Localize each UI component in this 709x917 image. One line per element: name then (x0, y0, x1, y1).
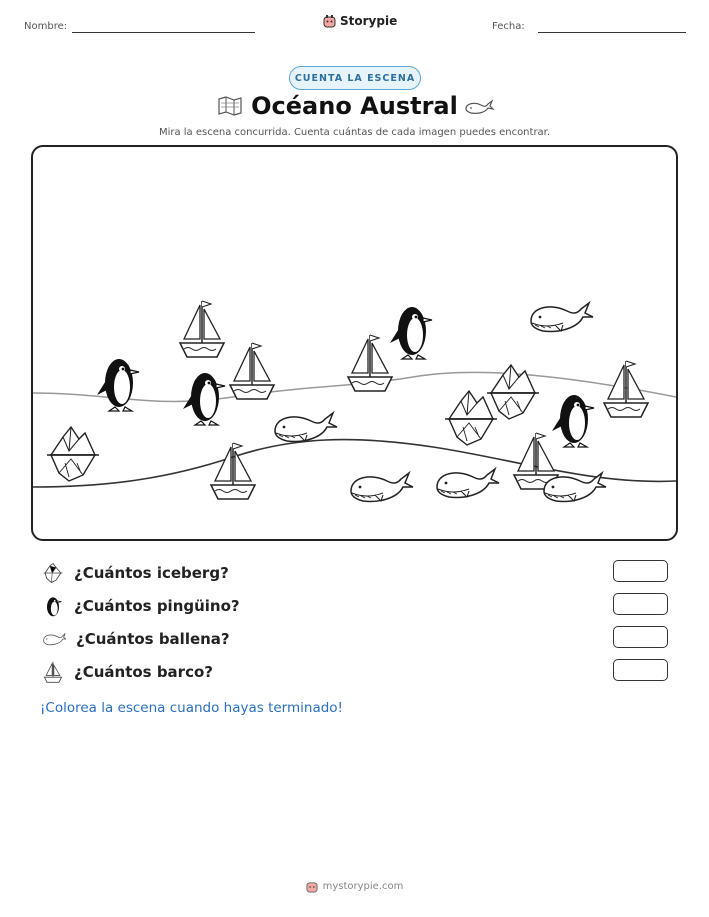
question-boat (42, 658, 213, 686)
whale-3 (351, 473, 413, 501)
date-field-line[interactable] (538, 32, 686, 33)
penguin-3 (390, 307, 432, 359)
question-text: ¿Cuántos barco? (74, 663, 213, 681)
boat-1 (180, 301, 224, 357)
question-text: ¿Cuántos iceberg? (74, 564, 229, 582)
storypie-footer-icon (306, 880, 318, 893)
question-whale (42, 625, 230, 653)
sailboat-icon (42, 660, 64, 684)
whale-4 (437, 469, 499, 497)
footer-url[interactable]: mystorypie.com (322, 881, 404, 892)
brand-logo (323, 14, 397, 28)
name-label: Nombre: (24, 21, 68, 32)
storypie-logo-icon (323, 14, 336, 28)
answer-box-penguin[interactable] (613, 593, 668, 615)
page-title: Océano Austral (251, 92, 458, 120)
section-badge: CUENTA LA ESCENA (289, 66, 421, 90)
whale-2 (531, 303, 593, 331)
answer-box-iceberg[interactable] (613, 560, 668, 582)
boat-2 (230, 343, 274, 399)
iceberg-icon (42, 562, 64, 584)
question-text: ¿Cuántos pingüino? (74, 597, 240, 615)
iceberg-1 (47, 427, 99, 481)
question-iceberg (42, 559, 229, 587)
penguin-4 (552, 395, 594, 447)
color-instruction: ¡Colorea la escena cuando hayas terminado! (40, 700, 343, 716)
question-penguin (42, 592, 240, 620)
boat-3 (348, 335, 392, 391)
question-text: ¿Cuántos ballena? (76, 630, 230, 648)
brand-name: Storypie (340, 14, 398, 28)
penguin-2 (183, 373, 225, 425)
scene-frame (31, 145, 678, 541)
iceberg-2 (445, 391, 497, 445)
scene-illustration (33, 147, 676, 539)
whale-icon (42, 630, 66, 648)
whale-title-icon (463, 97, 495, 117)
answer-box-boat[interactable] (613, 659, 668, 681)
boat-6 (604, 361, 648, 417)
boat-4 (211, 443, 255, 499)
date-label: Fecha: (492, 21, 525, 32)
whale-1 (275, 413, 337, 441)
penguin-1 (97, 359, 139, 411)
instructions-subtitle: Mira la escena concurrida. Cuenta cuántas de cada imagen puedes encontrar. (158, 127, 551, 138)
page-footer (0, 880, 709, 893)
name-field-line[interactable] (72, 32, 255, 33)
penguin-icon (42, 594, 64, 618)
answer-box-whale[interactable] (613, 626, 668, 648)
